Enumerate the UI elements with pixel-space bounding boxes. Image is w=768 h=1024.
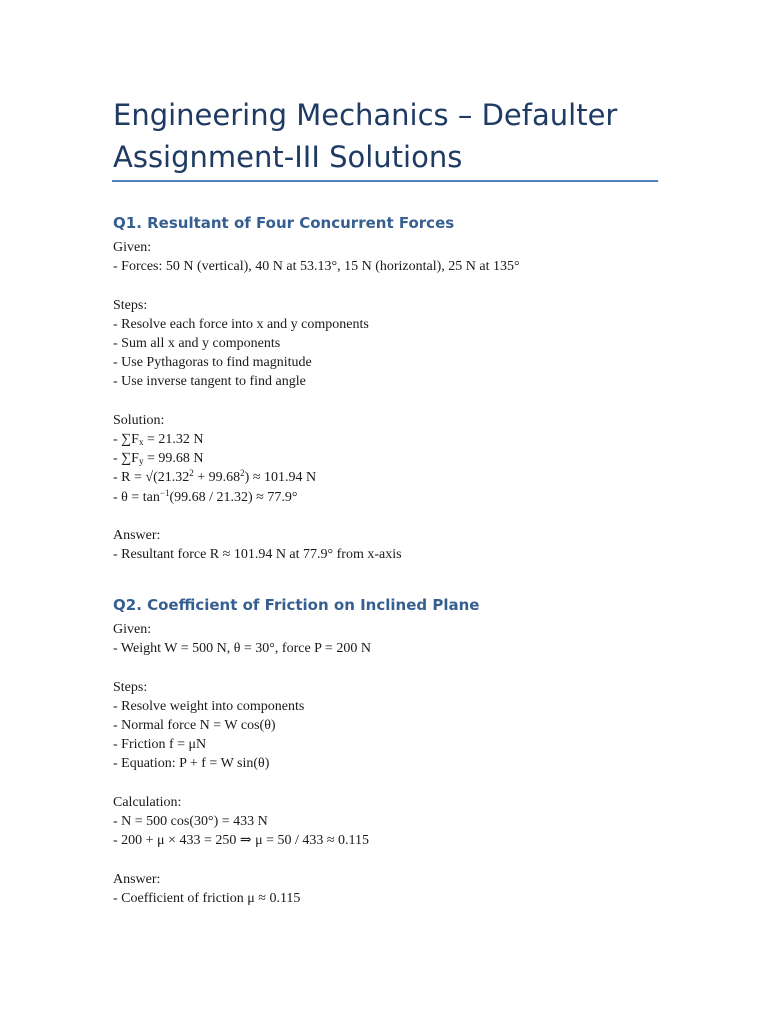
q2-steps-label: Steps: <box>113 679 148 695</box>
q1-solution-fy: - $\sum F_y = 99.68$ N <box>113 451 204 467</box>
q1-solution-fx: - $\sum F_x = 21.32$ N <box>113 432 204 447</box>
q2-answer-label: Answer: <box>113 871 161 887</box>
q2-calculation-label: Calculation: <box>113 794 182 810</box>
title-divider <box>112 180 658 182</box>
q2-heading: Q2. Coefficient of Friction on Inclined Plane <box>113 596 480 614</box>
document-title <box>113 94 673 178</box>
q1-step: - Use inverse tangent to find angle <box>113 374 306 390</box>
section-q1 <box>113 212 673 564</box>
q1-solution-r: - $R = √(21.32^2 + 99.68^2) \approx 101.94$ N <box>113 468 317 486</box>
q1-step: - Use Pythagoras to find magnitude <box>113 355 312 371</box>
q1-solution-theta: - $\theta = \tan^{-1}(99.68 / 21.32) \approx 77.9^\circ$ <box>113 487 298 505</box>
q2-calculation-line: - 200 + μ × 433 = 250 ⇒ μ = 50 / 433 ≈ 0.115 <box>113 833 370 849</box>
q1-solution-label: Solution: <box>113 412 165 428</box>
q2-step: - Friction f = μN <box>113 737 207 753</box>
q2-step: - Equation: P + f = W sin(θ) <box>113 756 270 772</box>
q1-step: - Sum all x and y components <box>113 336 281 351</box>
q2-given-label: Given: <box>113 622 152 637</box>
q2-step: - Normal force N = W cos(θ) <box>113 718 276 733</box>
section-q2 <box>113 594 673 908</box>
title-line-1: Engineering Mechanics – Defaulter <box>113 98 618 132</box>
q1-answer-label: Answer: <box>113 528 161 543</box>
q1-heading: Q1. Resultant of Four Concurrent Forces <box>113 214 455 232</box>
q2-step: - Resolve weight into components <box>113 698 305 714</box>
q2-answer-line: - Coefficient of friction μ ≈ 0.115 <box>113 890 301 906</box>
q2-given-line: - Weight W = 500 N, θ = 30°, force P = 200 N <box>113 641 371 657</box>
q1-steps-label: Steps: <box>113 297 148 313</box>
q1-step: - Resolve each force into x and y components <box>113 316 369 332</box>
q2-calculation-line: - N = 500 cos(30°) = 433 N <box>113 814 268 829</box>
q1-given-line: - Forces: 50 N (vertical), 40 N at 53.13°, 15 N (horizontal), 25 N at 135° <box>113 259 520 275</box>
title-line-2: Assignment-III Solutions <box>113 140 463 174</box>
q1-given-label: Given: <box>113 240 152 255</box>
q1-answer-line: - Resultant force R ≈ 101.94 N at 77.9° from x-axis <box>113 547 402 563</box>
